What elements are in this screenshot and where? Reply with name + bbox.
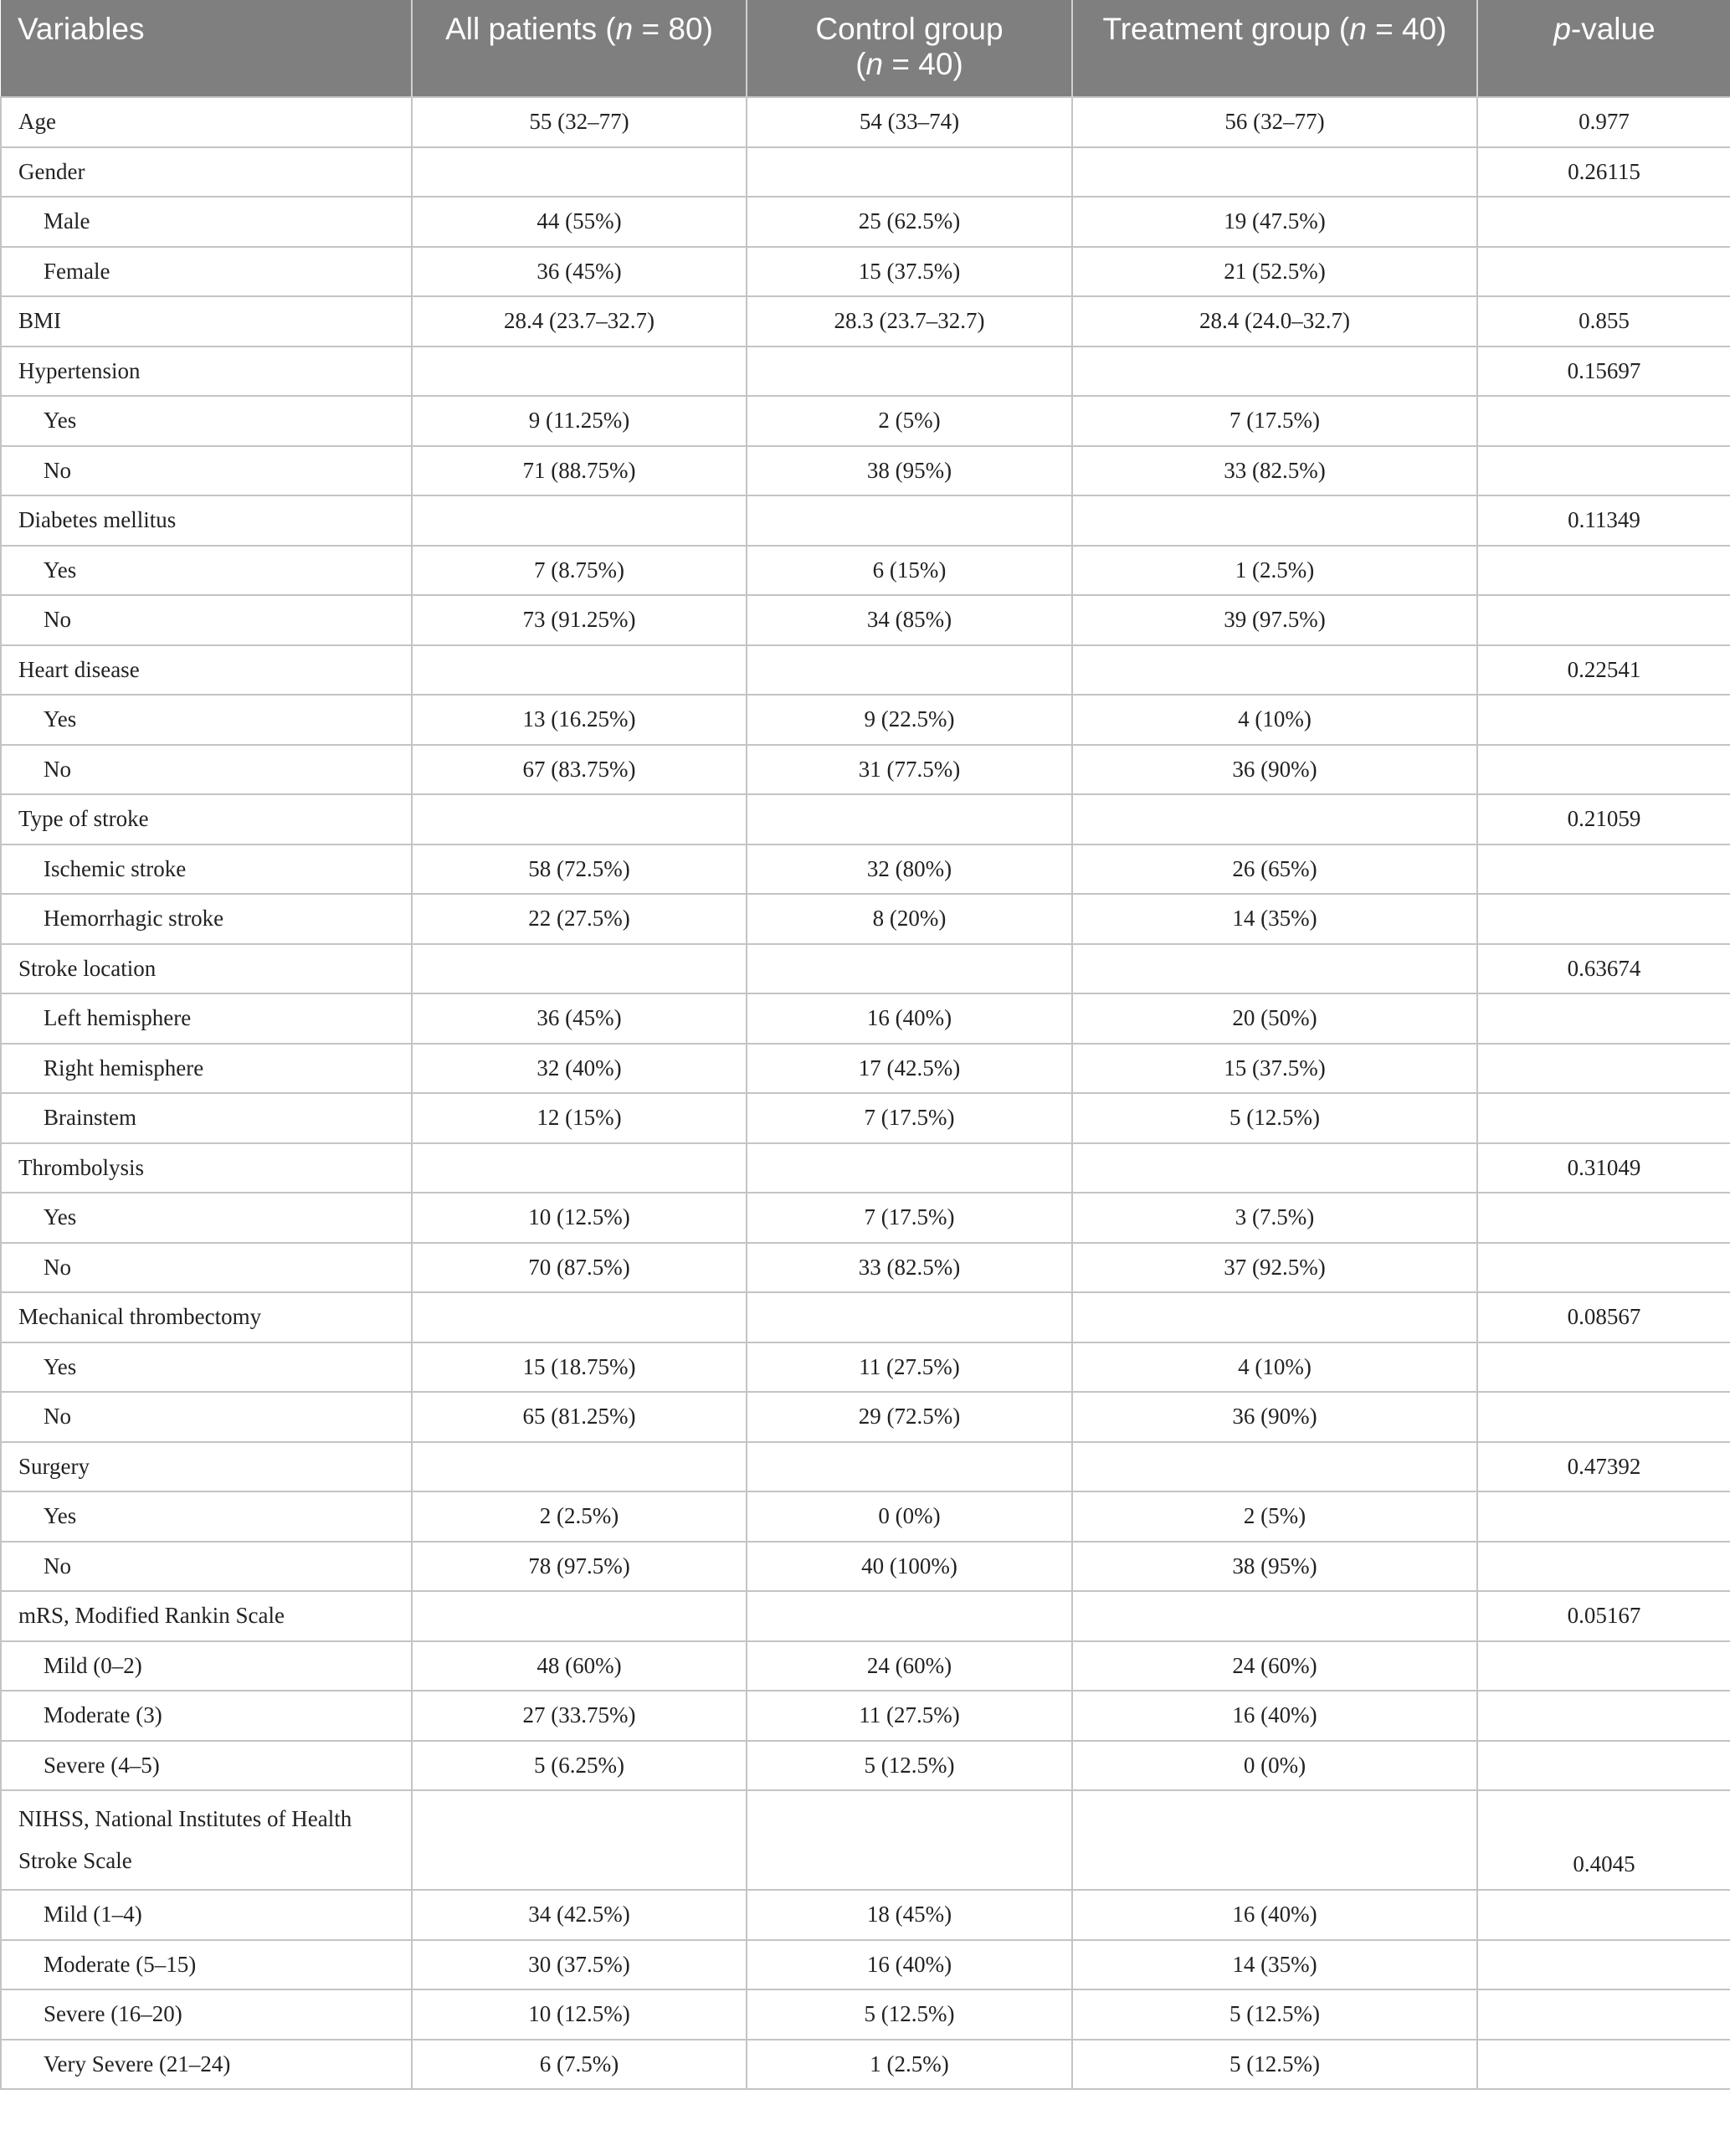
row-label: Stroke location: [1, 944, 412, 994]
cell-treatment: 15 (37.5%): [1072, 1044, 1477, 1094]
cell-treatment: 16 (40%): [1072, 1890, 1477, 1940]
cell-treatment: 19 (47.5%): [1072, 197, 1477, 247]
row-label: Right hemisphere: [1, 1044, 412, 1094]
table-row: [1, 97, 1730, 147]
cell-treatment: 36 (90%): [1072, 1392, 1477, 1442]
cell-p-value: [1477, 1989, 1730, 2040]
cell-all: [412, 1790, 747, 1890]
cell-p-value: 0.31049: [1477, 1143, 1730, 1194]
cell-all: 27 (33.75%): [412, 1691, 747, 1741]
cell-all: 32 (40%): [412, 1044, 747, 1094]
table-row: [1, 645, 1730, 696]
cell-control: [747, 944, 1072, 994]
cell-control: [747, 794, 1072, 844]
header-p-suffix: -value: [1570, 12, 1656, 46]
cell-all: [412, 794, 747, 844]
cell-control: 5 (12.5%): [747, 1741, 1072, 1791]
cell-p-value: [1477, 1641, 1730, 1691]
cell-treatment: 28.4 (24.0–32.7): [1072, 296, 1477, 346]
table-row: [1, 1044, 1730, 1094]
cell-control: 32 (80%): [747, 844, 1072, 895]
cell-all: [412, 1591, 747, 1641]
cell-all: [412, 1292, 747, 1342]
cell-p-value: [1477, 2040, 1730, 2090]
cell-p-value: 0.47392: [1477, 1442, 1730, 1492]
cell-control: 5 (12.5%): [747, 1989, 1072, 2040]
cell-all: [412, 147, 747, 198]
cell-p-value: [1477, 546, 1730, 596]
header-control-line1: Control group: [815, 12, 1004, 46]
table-header: [1, 0, 1730, 97]
cell-all: 55 (32–77): [412, 97, 747, 147]
row-label: No: [1, 1243, 412, 1293]
table-row: [1, 794, 1730, 844]
cell-treatment: [1072, 147, 1477, 198]
table-row: [1, 1741, 1730, 1791]
cell-control: 38 (95%): [747, 446, 1072, 496]
cell-treatment: 16 (40%): [1072, 1691, 1477, 1741]
cell-treatment: 5 (12.5%): [1072, 2040, 1477, 2090]
cell-p-value: [1477, 1491, 1730, 1542]
table-row: [1, 1292, 1730, 1342]
cell-p-value: [1477, 1392, 1730, 1442]
cell-all: 71 (88.75%): [412, 446, 747, 496]
cell-treatment: 33 (82.5%): [1072, 446, 1477, 496]
cell-p-value: 0.15697: [1477, 346, 1730, 397]
row-label: Age: [1, 97, 412, 147]
cell-control: 7 (17.5%): [747, 1093, 1072, 1143]
cell-control: 11 (27.5%): [747, 1691, 1072, 1741]
header-all-suffix: = 80): [633, 12, 713, 46]
table-row: [1, 1790, 1730, 1890]
row-label: Mild (0–2): [1, 1641, 412, 1691]
cell-p-value: [1477, 1542, 1730, 1592]
cell-control: [747, 1790, 1072, 1890]
cell-control: 54 (33–74): [747, 97, 1072, 147]
table-row: [1, 296, 1730, 346]
cell-control: [747, 1591, 1072, 1641]
cell-control: 34 (85%): [747, 595, 1072, 645]
table-row: [1, 745, 1730, 795]
row-label: No: [1, 745, 412, 795]
cell-all: 78 (97.5%): [412, 1542, 747, 1592]
cell-treatment: 4 (10%): [1072, 1342, 1477, 1393]
cell-treatment: 20 (50%): [1072, 993, 1477, 1044]
row-label: Heart disease: [1, 645, 412, 696]
table-row: [1, 1989, 1730, 2040]
header-all-n: n: [615, 12, 634, 46]
cell-control: 1 (2.5%): [747, 2040, 1072, 2090]
cell-treatment: [1072, 944, 1477, 994]
cell-treatment: 14 (35%): [1072, 894, 1477, 944]
cell-all: 28.4 (23.7–32.7): [412, 296, 747, 346]
row-label: Yes: [1, 1342, 412, 1393]
cell-all: 36 (45%): [412, 247, 747, 297]
cell-all: 73 (91.25%): [412, 595, 747, 645]
cell-all: 7 (8.75%): [412, 546, 747, 596]
cell-control: 0 (0%): [747, 1491, 1072, 1542]
cell-all: 2 (2.5%): [412, 1491, 747, 1542]
row-label: Very Severe (21–24): [1, 2040, 412, 2090]
cell-all: 10 (12.5%): [412, 1193, 747, 1243]
cell-control: [747, 495, 1072, 546]
cell-all: 65 (81.25%): [412, 1392, 747, 1442]
cell-control: [747, 346, 1072, 397]
cell-treatment: 3 (7.5%): [1072, 1193, 1477, 1243]
table-row: [1, 247, 1730, 297]
cell-control: 40 (100%): [747, 1542, 1072, 1592]
cell-treatment: 4 (10%): [1072, 695, 1477, 745]
cell-control: [747, 1442, 1072, 1492]
cell-all: 70 (87.5%): [412, 1243, 747, 1293]
row-label: Yes: [1, 1193, 412, 1243]
table-row: [1, 1890, 1730, 1940]
table-row: [1, 147, 1730, 198]
row-label: No: [1, 1392, 412, 1442]
cell-treatment: 1 (2.5%): [1072, 546, 1477, 596]
cell-p-value: 0.26115: [1477, 147, 1730, 198]
cell-control: 28.3 (23.7–32.7): [747, 296, 1072, 346]
cell-p-value: [1477, 197, 1730, 247]
row-label: Brainstem: [1, 1093, 412, 1143]
row-label: Severe (16–20): [1, 1989, 412, 2040]
cell-p-value: [1477, 1342, 1730, 1393]
cell-all: 36 (45%): [412, 993, 747, 1044]
cell-control: 11 (27.5%): [747, 1342, 1072, 1393]
cell-control: [747, 147, 1072, 198]
cell-control: [747, 1143, 1072, 1194]
cell-treatment: [1072, 1143, 1477, 1194]
cell-all: 10 (12.5%): [412, 1989, 747, 2040]
row-label: Yes: [1, 396, 412, 446]
table-row: [1, 1243, 1730, 1293]
table-row: [1, 1940, 1730, 1990]
row-label: Gender: [1, 147, 412, 198]
cell-all: [412, 495, 747, 546]
cell-control: 29 (72.5%): [747, 1392, 1072, 1442]
cell-p-value: [1477, 1940, 1730, 1990]
row-label: Moderate (3): [1, 1691, 412, 1741]
cell-all: [412, 1143, 747, 1194]
cell-control: [747, 1292, 1072, 1342]
cell-p-value: [1477, 1741, 1730, 1791]
header-treat-prefix: Treatment group (: [1102, 12, 1350, 46]
header-control-suffix: = 40): [883, 47, 963, 81]
cell-p-value: 0.22541: [1477, 645, 1730, 696]
row-label: Surgery: [1, 1442, 412, 1492]
cell-treatment: 38 (95%): [1072, 1542, 1477, 1592]
cell-p-value: [1477, 695, 1730, 745]
header-treat-suffix: = 40): [1366, 12, 1447, 46]
cell-treatment: 21 (52.5%): [1072, 247, 1477, 297]
cell-p-value: [1477, 894, 1730, 944]
cell-all: 34 (42.5%): [412, 1890, 747, 1940]
cell-all: [412, 645, 747, 696]
cell-treatment: 37 (92.5%): [1072, 1243, 1477, 1293]
cell-control: 16 (40%): [747, 1940, 1072, 1990]
cell-all: 22 (27.5%): [412, 894, 747, 944]
row-label: No: [1, 446, 412, 496]
cell-treatment: [1072, 1591, 1477, 1641]
table-row: [1, 944, 1730, 994]
header-all-patients: [412, 0, 747, 97]
cell-p-value: [1477, 745, 1730, 795]
cell-control: 15 (37.5%): [747, 247, 1072, 297]
row-label: Mechanical thrombectomy: [1, 1292, 412, 1342]
cell-all: 5 (6.25%): [412, 1741, 747, 1791]
cell-control: 31 (77.5%): [747, 745, 1072, 795]
table-row: [1, 495, 1730, 546]
cell-control: 24 (60%): [747, 1641, 1072, 1691]
header-p-value: [1477, 0, 1730, 97]
cell-treatment: 5 (12.5%): [1072, 1989, 1477, 2040]
table-row: [1, 197, 1730, 247]
table-row: [1, 1542, 1730, 1592]
cell-all: 9 (11.25%): [412, 396, 747, 446]
cell-p-value: 0.21059: [1477, 794, 1730, 844]
cell-control: 33 (82.5%): [747, 1243, 1072, 1293]
cell-treatment: 36 (90%): [1072, 745, 1477, 795]
header-all-prefix: All patients (: [445, 12, 616, 46]
cell-control: 18 (45%): [747, 1890, 1072, 1940]
cell-p-value: [1477, 1193, 1730, 1243]
cell-p-value: 0.855: [1477, 296, 1730, 346]
table-row: [1, 1342, 1730, 1393]
table-row: [1, 346, 1730, 397]
cell-p-value: 0.11349: [1477, 495, 1730, 546]
table-row: [1, 396, 1730, 446]
cell-treatment: 5 (12.5%): [1072, 1093, 1477, 1143]
row-label: NIHSS, National Institutes of Health Stroke Scale: [1, 1790, 412, 1890]
cell-p-value: 0.63674: [1477, 944, 1730, 994]
cell-all: [412, 1442, 747, 1492]
cell-p-value: [1477, 1243, 1730, 1293]
table-row: [1, 1491, 1730, 1542]
table-row: [1, 1641, 1730, 1691]
cell-all: 13 (16.25%): [412, 695, 747, 745]
row-label: Female: [1, 247, 412, 297]
cell-treatment: [1072, 794, 1477, 844]
table-row: [1, 546, 1730, 596]
cell-p-value: 0.4045: [1477, 1790, 1730, 1890]
cell-all: 48 (60%): [412, 1641, 747, 1691]
table-row: [1, 1143, 1730, 1194]
row-label: Diabetes mellitus: [1, 495, 412, 546]
cell-all: 44 (55%): [412, 197, 747, 247]
cell-all: 58 (72.5%): [412, 844, 747, 895]
cell-treatment: 24 (60%): [1072, 1641, 1477, 1691]
cell-all: 67 (83.75%): [412, 745, 747, 795]
row-label: Moderate (5–15): [1, 1940, 412, 1990]
cell-control: 25 (62.5%): [747, 197, 1072, 247]
row-label: Thrombolysis: [1, 1143, 412, 1194]
cell-control: [747, 645, 1072, 696]
header-control-prefix: (: [855, 47, 866, 81]
cell-control: 17 (42.5%): [747, 1044, 1072, 1094]
cell-p-value: [1477, 1093, 1730, 1143]
header-row: [1, 0, 1730, 97]
cell-treatment: 7 (17.5%): [1072, 396, 1477, 446]
row-label: No: [1, 1542, 412, 1592]
cell-control: 16 (40%): [747, 993, 1072, 1044]
cell-treatment: [1072, 1790, 1477, 1890]
table-row: [1, 595, 1730, 645]
cell-p-value: 0.977: [1477, 97, 1730, 147]
row-label: Ischemic stroke: [1, 844, 412, 895]
header-treat-n: n: [1349, 12, 1367, 46]
table-row: [1, 695, 1730, 745]
cell-all: [412, 346, 747, 397]
cell-treatment: [1072, 495, 1477, 546]
cell-treatment: 56 (32–77): [1072, 97, 1477, 147]
row-label: Yes: [1, 695, 412, 745]
row-label: Male: [1, 197, 412, 247]
header-variables: [1, 0, 412, 97]
cell-treatment: 2 (5%): [1072, 1491, 1477, 1542]
header-p-italic: p: [1553, 12, 1571, 46]
cell-treatment: [1072, 1442, 1477, 1492]
table-row: [1, 1442, 1730, 1492]
cell-control: 6 (15%): [747, 546, 1072, 596]
cell-p-value: [1477, 1044, 1730, 1094]
cell-control: 2 (5%): [747, 396, 1072, 446]
cell-treatment: 0 (0%): [1072, 1741, 1477, 1791]
cell-p-value: [1477, 396, 1730, 446]
table-row: [1, 1591, 1730, 1641]
cell-all: 6 (7.5%): [412, 2040, 747, 2090]
cell-p-value: [1477, 595, 1730, 645]
cell-treatment: 26 (65%): [1072, 844, 1477, 895]
cell-all: 30 (37.5%): [412, 1940, 747, 1990]
cell-p-value: [1477, 446, 1730, 496]
header-treatment-group: [1072, 0, 1477, 97]
cell-p-value: [1477, 1890, 1730, 1940]
cell-control: 8 (20%): [747, 894, 1072, 944]
cell-treatment: 39 (97.5%): [1072, 595, 1477, 645]
table-row: [1, 1093, 1730, 1143]
row-label: Hypertension: [1, 346, 412, 397]
table-row: [1, 1691, 1730, 1741]
cell-p-value: 0.05167: [1477, 1591, 1730, 1641]
row-label: mRS, Modified Rankin Scale: [1, 1591, 412, 1641]
row-label: Mild (1–4): [1, 1890, 412, 1940]
cell-treatment: [1072, 1292, 1477, 1342]
table-row: [1, 2040, 1730, 2090]
cell-treatment: [1072, 346, 1477, 397]
table-row: [1, 1193, 1730, 1243]
row-label: BMI: [1, 296, 412, 346]
cell-p-value: [1477, 844, 1730, 895]
table-body: [1, 97, 1730, 2089]
row-label: Yes: [1, 1491, 412, 1542]
cell-control: 9 (22.5%): [747, 695, 1072, 745]
row-label: Severe (4–5): [1, 1741, 412, 1791]
cell-p-value: [1477, 993, 1730, 1044]
table-row: [1, 894, 1730, 944]
cell-p-value: [1477, 1691, 1730, 1741]
row-label: Left hemisphere: [1, 993, 412, 1044]
cell-all: 12 (15%): [412, 1093, 747, 1143]
row-label: Yes: [1, 546, 412, 596]
row-label: No: [1, 595, 412, 645]
cell-treatment: 14 (35%): [1072, 1940, 1477, 1990]
cell-treatment: [1072, 645, 1477, 696]
row-label: Hemorrhagic stroke: [1, 894, 412, 944]
header-control-n: n: [865, 47, 884, 81]
cell-p-value: 0.08567: [1477, 1292, 1730, 1342]
header-variables-text: Variables: [18, 12, 145, 46]
row-label: Type of stroke: [1, 794, 412, 844]
header-control-group: [747, 0, 1072, 97]
table-row: [1, 446, 1730, 496]
cell-control: 7 (17.5%): [747, 1193, 1072, 1243]
cell-all: 15 (18.75%): [412, 1342, 747, 1393]
table-row: [1, 844, 1730, 895]
cell-p-value: [1477, 247, 1730, 297]
cell-all: [412, 944, 747, 994]
table-row: [1, 1392, 1730, 1442]
table-row: [1, 993, 1730, 1044]
